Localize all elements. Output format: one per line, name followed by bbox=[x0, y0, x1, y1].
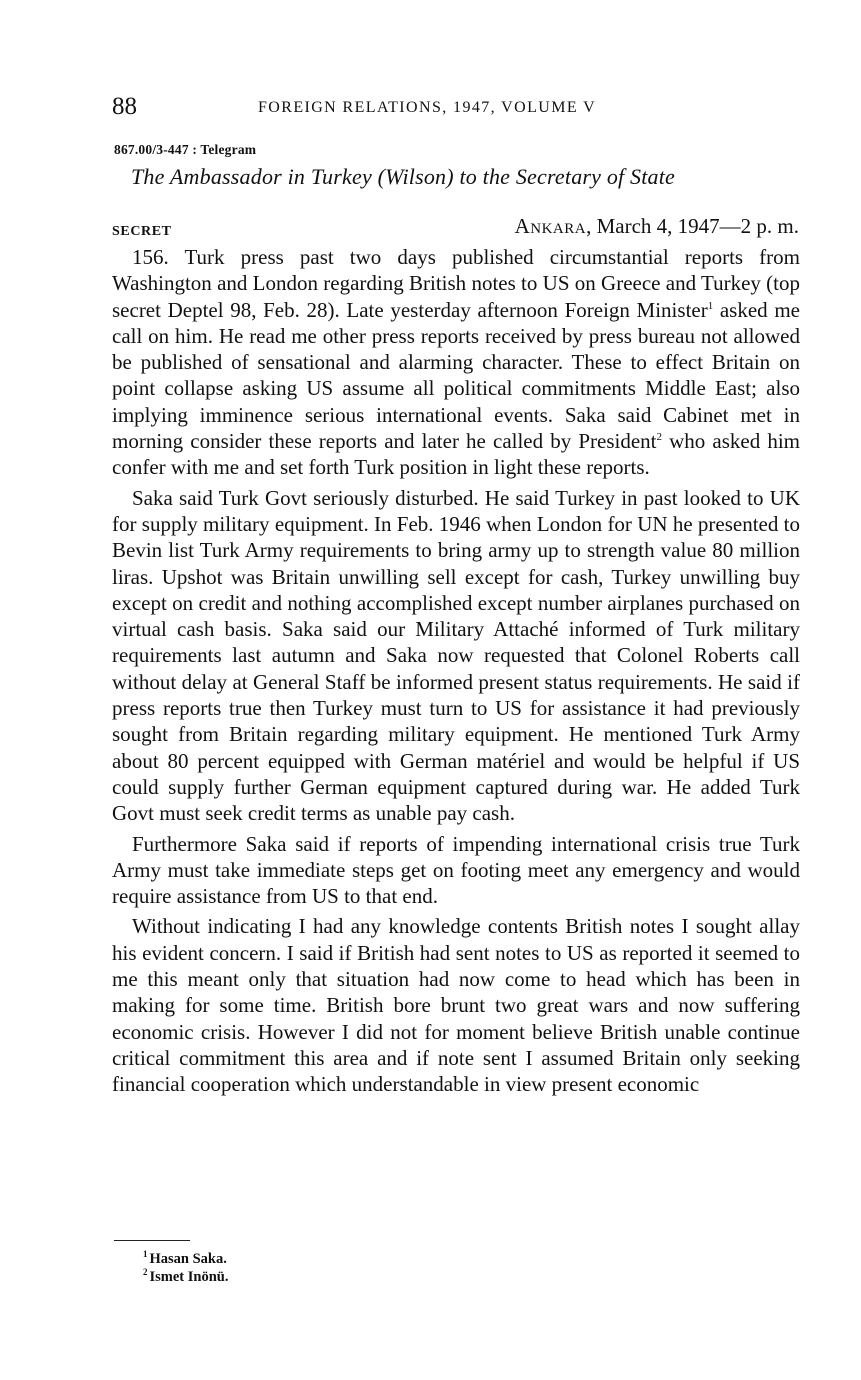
paragraph-1-part-a: 156. Turk press past two days published circumstantial reports from Washington and London regarding British notes to US on Greece and Turkey (top secret Deptel 98, Feb. 28). Late yesterday afternoon Foreign Minister bbox=[112, 245, 800, 322]
footnote-2 bbox=[143, 1268, 228, 1286]
telegram-body bbox=[112, 244, 800, 1098]
paragraph-1-part-b: asked me call on him. He read me other press reports received by press bureau not allowed be published of sensational and alarming character. These to effect Britain on point collapse asking US assume all political commitments Middle East; also implying imminence serious international events. Saka said Cabinet met in morning consider these reports and later he called by President bbox=[112, 297, 800, 454]
footnote-ref-2: 2 bbox=[656, 431, 663, 444]
footnotes bbox=[143, 1250, 228, 1286]
footnote-ref-1: 1 bbox=[707, 299, 714, 312]
paragraph-3: Furthermore Saka said if reports of impending international crisis true Turk Army must take immediate steps get on footing meet any emergency and would require assistance from US to that end. bbox=[112, 831, 800, 909]
footnote-2-text: Ismet Inönü. bbox=[149, 1269, 229, 1285]
paragraph-4: Without indicating I had any knowledge contents British notes I sought allay his evident concern. I said if British had sent notes to US as reported it seemed to me this meant only that situation had now come to head which has been in making for some time. British bore brunt two great wars and now suffering economic crisis. However I did not for moment believe British unable continue critical commitment this area and if note sent I assumed Britain only seeking financial cooperation which understandable in view present economic bbox=[112, 914, 800, 1097]
running-head: FOREIGN RELATIONS, 1947, VOLUME V bbox=[258, 99, 597, 116]
footnote-divider bbox=[114, 1240, 190, 1241]
footnote-2-marker: 2 bbox=[143, 1267, 148, 1277]
paragraph-1-part-c: who asked him confer with me and set forth Turk position in light these reports. bbox=[112, 429, 801, 480]
page-header bbox=[112, 92, 802, 126]
dateline-place: Ankara bbox=[514, 214, 587, 238]
paragraph-2: Saka said Turk Govt seriously disturbed. He said Turkey in past looked to UK for supply military equipment. In Feb. 1946 when London for UN he presented to Bevin list Turk Army requirements to bring army up to strength value 80 million liras. Upshot was Britain unwilling sell except for cash, Turkey unwilling buy except on credit and nothing accomplished except number airplanes purchased on virtual cash basis. Saka said our Military Attaché informed of Turk military requirements last autumn and Saka now requested that Colonel Roberts call without delay at General Staff be informed present status requirements. He said if press reports true then Turkey must turn to US for assistance it had previously sought from Britain regarding military equipment. He mentioned Turk Army about 80 percent equipped with German matériel and would be helpful if US could supply further German equipment captured during war. He added Turk Govt must seek credit terms as unable pay cash. bbox=[112, 485, 800, 826]
file-reference: 867.00/3-447 : Telegram bbox=[114, 142, 257, 157]
document-title: The Ambassador in Turkey (Wilson) to the Secretary of State bbox=[131, 164, 676, 189]
footnote-1-marker: 1 bbox=[143, 1249, 148, 1259]
footnote-1-text: Hasan Saka. bbox=[149, 1251, 227, 1267]
dateline bbox=[515, 212, 799, 240]
page-number: 88 bbox=[112, 93, 137, 120]
classification-label: SECRET bbox=[112, 224, 172, 239]
dateline-date: , March 4, 1947—2 p. m. bbox=[586, 214, 799, 238]
footnote-1 bbox=[143, 1250, 228, 1268]
paragraph-1 bbox=[112, 244, 800, 481]
